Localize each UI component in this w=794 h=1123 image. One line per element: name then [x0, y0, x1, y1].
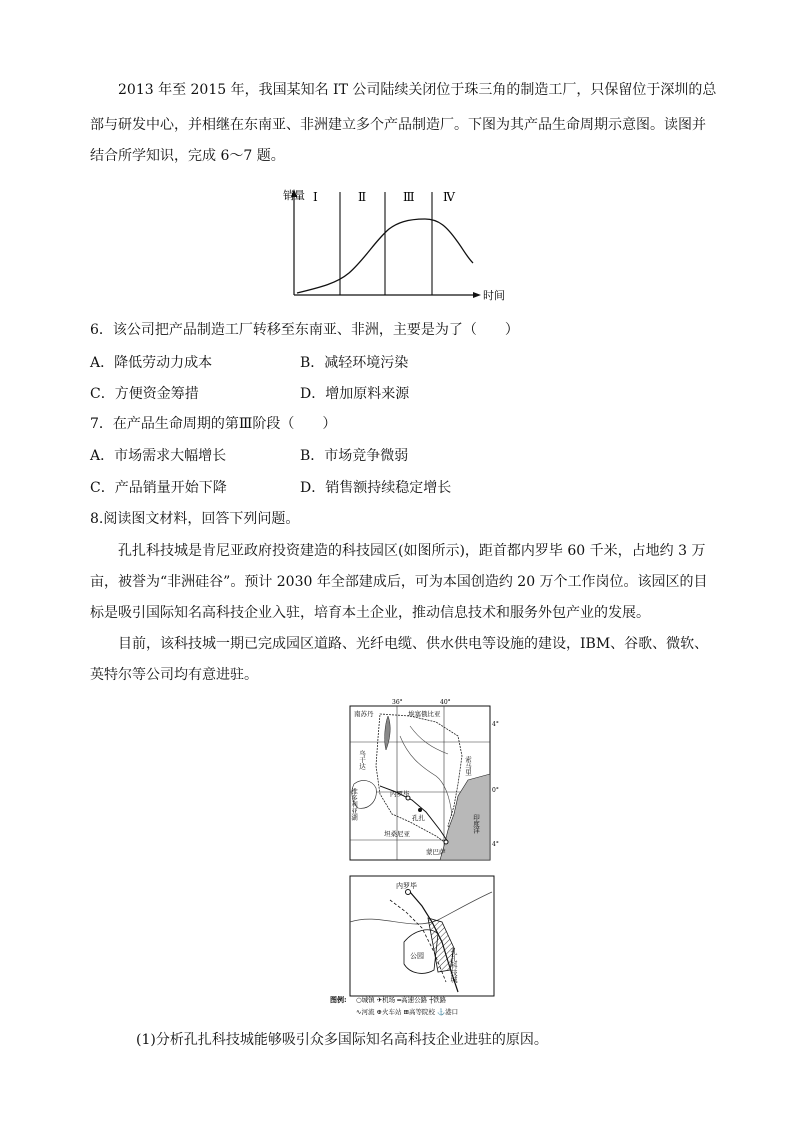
label-konza-city: 孔扎科技城 — [450, 948, 458, 983]
lon-36: 36° — [392, 699, 403, 706]
stage-label-4: Ⅳ — [443, 190, 455, 204]
label-victoria: 维多利亚湖 — [350, 788, 358, 821]
konza-marker — [418, 808, 422, 812]
stage-label-2: Ⅱ — [358, 190, 367, 204]
lat-4s: 4° — [492, 841, 499, 848]
q8-para1-line1: 孔扎科技城是肯尼亚政府投资建造的科技园区(如图所示)，距首都内罗毕 60 千米，占地约 3 万 — [118, 543, 706, 559]
q8-para1-line2: 亩，被誉为“非洲硅谷”。预计 2030 年全部建成后，可为本国创造约 20 万个工作岗位。该园区的目 — [90, 574, 708, 590]
q6-option-b[interactable]: B．减轻环境污染 — [300, 355, 409, 371]
nairobi-marker — [406, 890, 411, 895]
legend-row-2: ∿河流 ⊕火车站 ⊞高等院校 ⚓港口 — [356, 1008, 459, 1016]
intro-line-3: 结合所学知识，完成 6～7 题。 — [90, 148, 285, 164]
stage-label-3: Ⅲ — [403, 190, 415, 204]
q7-option-b[interactable]: B．市场竞争微弱 — [300, 448, 409, 464]
mombasa-marker — [444, 840, 448, 844]
q7-option-d[interactable]: D．销售额持续稳定增长 — [300, 480, 452, 496]
q8-para2-line2: 英特尔等公司均有意进驻。 — [90, 667, 258, 683]
q8-stem: 8.阅读图文材料，回答下列问题。 — [90, 511, 300, 527]
intro-line-2: 部与研发中心，并相继在东南亚、非洲建立多个产品制造厂。下图为其产品生命周期示意图。读图并 — [90, 117, 706, 133]
label-nairobi: 内罗毕 — [390, 790, 410, 798]
x-axis — [294, 292, 481, 298]
y-axis — [291, 189, 297, 295]
label-nairobi: 内罗毕 — [396, 882, 417, 890]
q7-option-a[interactable]: A．市场需求大幅增长 — [90, 448, 227, 464]
x-axis-label: 时间 — [483, 289, 505, 302]
q6-stem: 6．该公司把产品制造工厂转移至东南亚、非洲，主要是为了（ ） — [90, 322, 519, 338]
legend-row-1: ○城镇 ✈机场 ═高速公路 ┼铁路 — [356, 996, 447, 1004]
label-south-sudan: 南苏丹 — [354, 710, 374, 718]
kenya-location-map — [340, 696, 500, 866]
label-konza: 孔扎 — [412, 814, 425, 822]
konza-detail-map — [330, 872, 500, 1022]
label-somalia: 索马里 — [464, 756, 472, 776]
lat-4n: 4° — [492, 721, 499, 728]
q8-para1-line3: 标是吸引国际知名高科技企业入驻，培育本土企业，推动信息技术和服务外包产业的发展。 — [90, 605, 650, 621]
q6-option-c[interactable]: C．方便资金筹措 — [90, 386, 199, 402]
y-axis-label: 销量 — [283, 189, 305, 202]
stage-label-1: Ⅰ — [313, 190, 318, 204]
q6-option-d[interactable]: D．增加原料来源 — [300, 386, 410, 402]
lon-40: 40° — [440, 699, 451, 706]
stage-dividers — [340, 192, 432, 295]
q6-option-a[interactable]: A．降低劳动力成本 — [90, 355, 213, 371]
product-life-cycle-chart — [277, 183, 517, 303]
label-indian-ocean: 印度洋 — [472, 814, 480, 834]
q8-para2-line1: 目前，该科技城一期已完成园区道路、光纤电缆、供水供电等设施的建设，IBM、谷歌、微软、 — [118, 636, 709, 652]
label-park: 公园 — [410, 952, 424, 960]
q7-stem: 7．在产品生命周期的第Ⅲ阶段（ ） — [90, 416, 337, 432]
label-uganda: 乌干达 — [358, 750, 366, 770]
label-tanzania: 坦桑尼亚 — [384, 830, 410, 838]
lat-0: 0° — [492, 787, 499, 794]
label-ethiopia: 埃塞俄比亚 — [408, 710, 441, 718]
q8-sub-question-1: (1)分析孔扎科技城能够吸引众多国际知名高科技企业进驻的原因。 — [136, 1032, 548, 1048]
legend-title: 图例: — [330, 995, 347, 1004]
label-mombasa: 蒙巴萨 — [426, 848, 446, 856]
intro-line-1: 2013 年至 2015 年，我国某知名 IT 公司陆续关闭位于珠三角的制造工厂，只保留位于深圳的总 — [118, 82, 717, 98]
q7-option-c[interactable]: C．产品销量开始下降 — [90, 480, 227, 496]
